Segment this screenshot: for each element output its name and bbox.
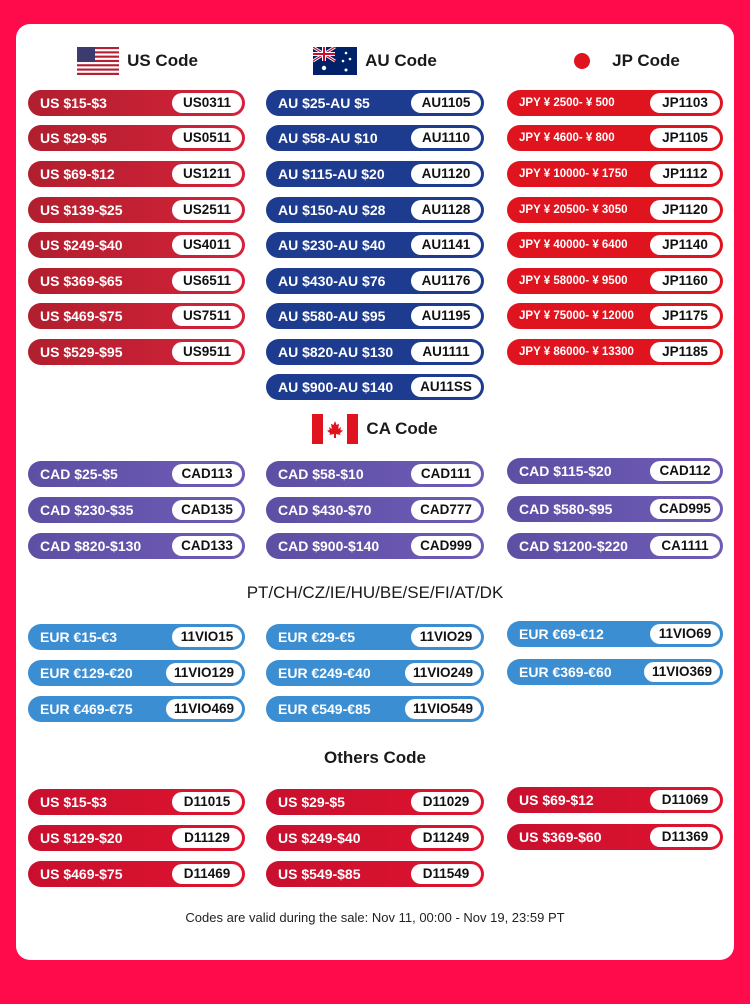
ca-coupon-code[interactable]: CAD133: [172, 536, 242, 556]
ca-coupon-pill[interactable]: [507, 496, 723, 522]
au-coupon-label: AU $820-AU $130: [278, 344, 394, 360]
jp-coupon-label: JPY ¥ 4600- ¥ 800: [519, 132, 615, 144]
us-coupon-pill[interactable]: [28, 339, 245, 365]
us-header: [40, 46, 235, 76]
au-header: [275, 46, 475, 76]
ca-coupon-label: CAD $580-$95: [519, 501, 613, 517]
eu-coupon-pill[interactable]: [507, 659, 723, 685]
others-coupon-code[interactable]: D11015: [172, 792, 242, 812]
au-coupon-pill[interactable]: [266, 303, 484, 329]
jp-coupon-pill[interactable]: [507, 90, 723, 116]
au-coupon-label: AU $900-AU $140: [278, 379, 394, 395]
us-coupon-label: US $249-$40: [40, 237, 123, 253]
au-coupon-code[interactable]: AU11SS: [411, 377, 481, 397]
ca-coupon-label: CAD $1200-$220: [519, 538, 628, 554]
jp-coupon-code[interactable]: JP1175: [650, 306, 720, 326]
au-coupon-pill[interactable]: [266, 90, 484, 116]
us-coupon-code[interactable]: US4011: [172, 235, 242, 255]
ca-coupon-pill[interactable]: [507, 533, 723, 559]
jp-coupon-code[interactable]: JP1105: [650, 128, 720, 148]
ca-coupon-pill[interactable]: [266, 461, 484, 487]
eu-coupon-code[interactable]: 11VIO15: [172, 627, 242, 647]
eu-coupon-label: EUR €369-€60: [519, 664, 612, 680]
us-coupon-code[interactable]: US6511: [172, 271, 242, 291]
ca-coupon-code[interactable]: CAD777: [411, 500, 481, 520]
ca-coupon-label: CAD $115-$20: [519, 463, 612, 479]
ca-coupon-label: CAD $25-$5: [40, 466, 118, 482]
us-coupon-code[interactable]: US2511: [172, 200, 242, 220]
au-coupon-pill[interactable]: [266, 197, 484, 223]
ca-title: CA Code: [366, 419, 438, 438]
jp-coupon-pill[interactable]: [507, 303, 723, 329]
us-coupon-pill[interactable]: [28, 125, 245, 151]
eu-coupon-code[interactable]: 11VIO549: [405, 699, 481, 719]
au-coupon-label: AU $58-AU $10: [278, 130, 378, 146]
jp-coupon-pill[interactable]: [507, 232, 723, 258]
ca-coupon-pill[interactable]: [28, 461, 245, 487]
eu-coupon-code[interactable]: 11VIO369: [644, 662, 720, 682]
au-coupon-code[interactable]: AU1176: [411, 271, 481, 291]
eu-header: [125, 578, 625, 608]
others-coupon-label: US $549-$85: [278, 866, 361, 882]
us-coupon-pill[interactable]: [28, 303, 245, 329]
jp-coupon-pill[interactable]: [507, 339, 723, 365]
au-coupon-code[interactable]: AU1111: [411, 342, 481, 362]
jp-coupon-label: JPY ¥ 20500- ¥ 3050: [519, 204, 628, 216]
others-coupon-label: US $29-$5: [278, 794, 345, 810]
eu-coupon-label: EUR €69-€12: [519, 626, 604, 642]
others-coupon-pill[interactable]: [507, 787, 723, 813]
others-coupon-pill[interactable]: [266, 825, 484, 851]
jp-coupon-label: JPY ¥ 10000- ¥ 1750: [519, 168, 628, 180]
us-title: US Code: [127, 51, 198, 70]
eu-coupon-code[interactable]: 11VIO469: [166, 699, 242, 719]
au-coupon-pill[interactable]: [266, 125, 484, 151]
eu-coupon-pill[interactable]: [28, 660, 245, 686]
au-coupon-pill[interactable]: [266, 339, 484, 365]
us-coupon-pill[interactable]: [28, 197, 245, 223]
au-title: AU Code: [365, 51, 437, 70]
us-flag-icon: [77, 47, 119, 75]
others-title: Others Code: [323, 748, 427, 767]
jp-coupon-code[interactable]: JP1140: [650, 235, 720, 255]
others-coupon-label: US $69-$12: [519, 792, 594, 808]
eu-coupon-pill[interactable]: [507, 621, 723, 647]
au-coupon-pill[interactable]: [266, 268, 484, 294]
validity-note: Codes are valid during the sale: Nov 11, 00:00 - Nov 19, 23:59 PT: [185, 910, 565, 925]
au-coupon-label: AU $115-AU $20: [278, 166, 385, 182]
ca-coupon-label: CAD $230-$35: [40, 502, 134, 518]
us-coupon-pill[interactable]: [28, 90, 245, 116]
jp-coupon-pill[interactable]: [507, 197, 723, 223]
others-coupon-label: US $469-$75: [40, 866, 123, 882]
jp-coupon-pill[interactable]: [507, 125, 723, 151]
eu-coupon-pill[interactable]: [28, 696, 245, 722]
ca-flag-icon: [312, 414, 358, 444]
eu-coupon-label: EUR €469-€75: [40, 701, 133, 717]
others-coupon-pill[interactable]: [28, 861, 245, 887]
others-coupon-code[interactable]: D11069: [650, 790, 720, 810]
ca-header: [275, 414, 475, 444]
others-coupon-pill[interactable]: [507, 824, 723, 850]
jp-coupon-code[interactable]: JP1112: [650, 164, 720, 184]
ca-coupon-pill[interactable]: [266, 533, 484, 559]
au-coupon-code[interactable]: AU1195: [411, 306, 481, 326]
us-coupon-code[interactable]: US0511: [172, 128, 242, 148]
ca-coupon-label: CAD $58-$10: [278, 466, 364, 482]
others-coupon-label: US $129-$20: [40, 830, 123, 846]
others-coupon-code[interactable]: D11469: [172, 864, 242, 884]
others-coupon-pill[interactable]: [28, 789, 245, 815]
au-coupon-label: AU $25-AU $5: [278, 95, 370, 111]
eu-coupon-label: EUR €249-€40: [278, 665, 371, 681]
ca-coupon-label: CAD $900-$140: [278, 538, 380, 554]
au-coupon-pill[interactable]: [266, 374, 484, 400]
us-coupon-label: US $69-$12: [40, 166, 115, 182]
jp-coupon-label: JPY ¥ 40000- ¥ 6400: [519, 239, 628, 251]
ca-coupon-code[interactable]: CAD999: [411, 536, 481, 556]
ca-coupon-pill[interactable]: [28, 533, 245, 559]
us-coupon-code[interactable]: US0311: [172, 93, 242, 113]
au-coupon-pill[interactable]: [266, 232, 484, 258]
others-coupon-pill[interactable]: [266, 861, 484, 887]
others-coupon-label: US $369-$60: [519, 829, 602, 845]
eu-coupon-code[interactable]: 11VIO29: [411, 627, 481, 647]
jp-header: [520, 46, 720, 76]
au-coupon-label: AU $230-AU $40: [278, 237, 386, 253]
ca-coupon-code[interactable]: CAD995: [650, 499, 720, 519]
us-coupon-label: US $469-$75: [40, 308, 123, 324]
jp-coupon-pill[interactable]: [507, 268, 723, 294]
us-coupon-label: US $15-$3: [40, 95, 107, 111]
eu-coupon-pill[interactable]: [266, 624, 484, 650]
jp-coupon-code[interactable]: JP1160: [650, 271, 720, 291]
others-coupon-code[interactable]: D11029: [411, 792, 481, 812]
us-coupon-code[interactable]: US1211: [172, 164, 242, 184]
au-coupon-code[interactable]: AU1141: [411, 235, 481, 255]
jp-coupon-label: JPY ¥ 2500- ¥ 500: [519, 97, 615, 109]
au-coupon-code[interactable]: AU1120: [411, 164, 481, 184]
jp-title: JP Code: [612, 51, 680, 70]
others-coupon-label: US $249-$40: [278, 830, 361, 846]
us-coupon-code[interactable]: US7511: [172, 306, 242, 326]
ca-coupon-code[interactable]: CAD112: [650, 461, 720, 481]
eu-coupon-pill[interactable]: [266, 660, 484, 686]
ca-coupon-label: CAD $430-$70: [278, 502, 372, 518]
others-coupon-pill[interactable]: [266, 789, 484, 815]
us-coupon-pill[interactable]: [28, 232, 245, 258]
jp-coupon-code[interactable]: JP1103: [650, 93, 720, 113]
jp-coupon-label: JPY ¥ 75000- ¥ 12000: [519, 310, 634, 322]
ca-coupon-code[interactable]: CAD113: [172, 464, 242, 484]
eu-coupon-label: EUR €15-€3: [40, 629, 118, 645]
others-header: [275, 743, 475, 773]
eu-coupon-label: EUR €549-€85: [278, 701, 371, 717]
au-coupon-label: AU $580-AU $95: [278, 308, 386, 324]
eu-coupon-pill[interactable]: [28, 624, 245, 650]
ca-coupon-label: CAD $820-$130: [40, 538, 142, 554]
others-coupon-code[interactable]: D11249: [411, 828, 481, 848]
jp-coupon-label: JPY ¥ 86000- ¥ 13300: [519, 346, 634, 358]
au-coupon-label: AU $430-AU $76: [278, 273, 386, 289]
ca-coupon-pill[interactable]: [507, 458, 723, 484]
others-coupon-code[interactable]: D11369: [650, 827, 720, 847]
eu-coupon-label: EUR €129-€20: [40, 665, 133, 681]
au-coupon-label: AU $150-AU $28: [278, 202, 386, 218]
eu-coupon-code[interactable]: 11VIO249: [405, 663, 481, 683]
au-flag-icon: [313, 47, 357, 75]
us-coupon-pill[interactable]: [28, 268, 245, 294]
us-coupon-code[interactable]: US9511: [172, 342, 242, 362]
ca-coupon-code[interactable]: CAD135: [172, 500, 242, 520]
jp-flag-icon: [560, 47, 604, 75]
ca-coupon-code[interactable]: CAD111: [411, 464, 481, 484]
jp-coupon-pill[interactable]: [507, 161, 723, 187]
us-coupon-label: US $529-$95: [40, 344, 123, 360]
others-coupon-code[interactable]: D11129: [172, 828, 242, 848]
au-coupon-code[interactable]: AU1128: [411, 200, 481, 220]
us-coupon-label: US $139-$25: [40, 202, 123, 218]
others-coupon-code[interactable]: D11549: [411, 864, 481, 884]
au-coupon-code[interactable]: AU1105: [411, 93, 481, 113]
others-coupon-pill[interactable]: [28, 825, 245, 851]
eu-coupon-code[interactable]: 11VIO69: [650, 624, 720, 644]
au-coupon-pill[interactable]: [266, 161, 484, 187]
jp-coupon-code[interactable]: JP1185: [650, 342, 720, 362]
au-coupon-code[interactable]: AU1110: [411, 128, 481, 148]
eu-coupon-code[interactable]: 11VIO129: [166, 663, 242, 683]
ca-coupon-code[interactable]: CA1111: [650, 536, 720, 556]
eu-coupon-pill[interactable]: [266, 696, 484, 722]
eu-coupon-label: EUR €29-€5: [278, 629, 356, 645]
others-coupon-label: US $15-$3: [40, 794, 107, 810]
us-coupon-pill[interactable]: [28, 161, 245, 187]
eu-title: PT/CH/CZ/IE/HU/BE/SE/FI/AT/DK: [246, 583, 504, 602]
jp-coupon-code[interactable]: JP1120: [650, 200, 720, 220]
us-coupon-label: US $369-$65: [40, 273, 123, 289]
jp-coupon-label: JPY ¥ 58000- ¥ 9500: [519, 275, 628, 287]
us-coupon-label: US $29-$5: [40, 130, 107, 146]
ca-coupon-pill[interactable]: [266, 497, 484, 523]
ca-coupon-pill[interactable]: [28, 497, 245, 523]
